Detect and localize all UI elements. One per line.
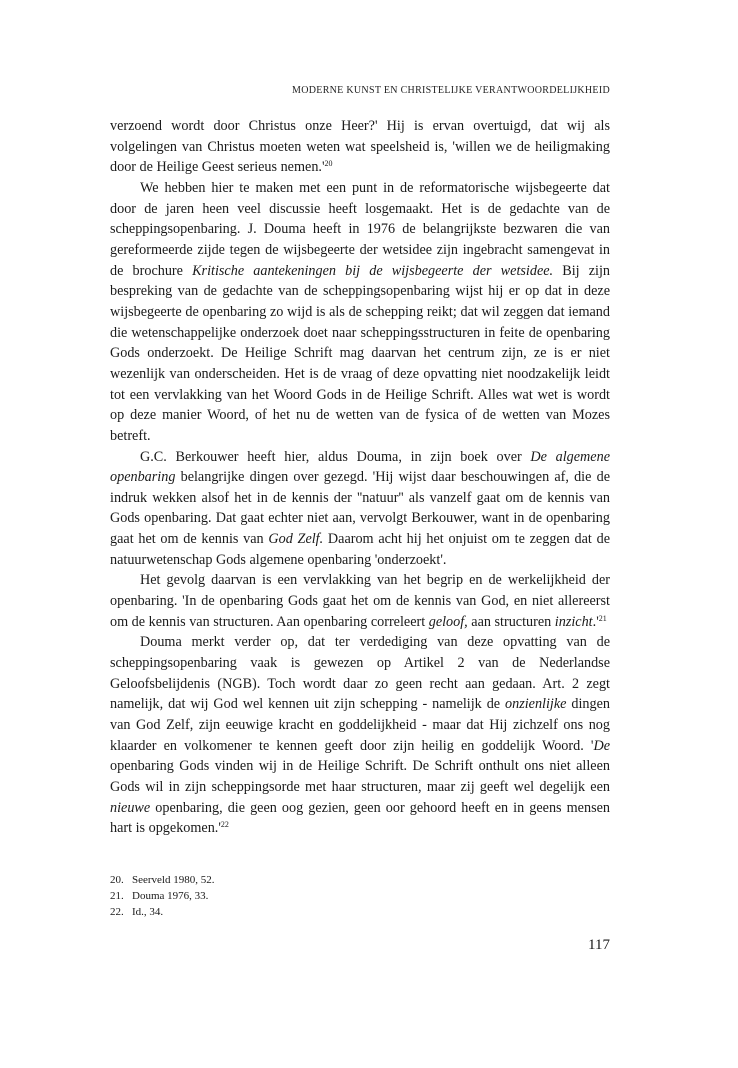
page-number: 117 bbox=[588, 937, 610, 953]
text-run: openbaring, die geen oog gezien, geen oor gehoord heeft en in geens mensen hart is opgekomen.' bbox=[110, 799, 610, 837]
text-run: openbaring Gods vinden wij in de Heilige Schrift. De Schrift onthult ons niet alleen Gods wil in zijn scheppingsorde met haar structuren, maar zij geeft wel degelijk een bbox=[110, 758, 610, 795]
paragraph bbox=[110, 570, 610, 632]
text-run: Douma merkt verder op, dat ter verdediging van deze opvatting van de scheppingsopenbaring vaak is gewezen op Artikel 2 van de Nederlandse Geloofsbelijdenis (NGB). Toch wordt daar zo geen recht aan gedaan. Art. 2 zegt namelijk, dat wij God wel kennen uit zijn schepping - namelijk de bbox=[110, 634, 610, 713]
paragraph bbox=[110, 447, 610, 571]
italic-text: God Zelf. bbox=[268, 531, 324, 548]
text-run: We hebben hier te maken met een punt in de reformatorische wijsbegeerte dat door de jaren heen veel discussie heeft losgemaakt. Het is de gedachte van de scheppingsopenbaring. J. Douma heeft in 1976 de belangrijkste bezwaren die van gereformeerde zijde tegen de wijsbegeerte der wetsidee zijn ingebracht samengevat in de brochure bbox=[110, 179, 610, 279]
footnote-text: Seerveld 1980, 52. bbox=[132, 874, 215, 886]
footnote bbox=[110, 904, 410, 920]
text-run: aan structuren bbox=[467, 613, 555, 630]
footnote-number: 22. bbox=[110, 906, 124, 919]
body-text bbox=[110, 116, 610, 839]
text-run: belangrijke dingen over gezegd. 'Hij wijst daar beschouwingen af, die de indruk wekken alsof het in de kennis der ''natuur'' als vanzelf gaat om de kennis van Gods openbaring. Dat gaat echter niet aan, vervolgt Berkouwer, want in de openbaring gaat het om de kennis van bbox=[110, 469, 610, 548]
footnote-number: 20. bbox=[110, 874, 124, 886]
italic-text: inzicht bbox=[554, 613, 593, 630]
italic-text: De algemene openbaring bbox=[110, 448, 610, 486]
paragraph bbox=[110, 116, 610, 178]
footnote-text: Id., 34. bbox=[132, 906, 164, 919]
footnote-ref: 22 bbox=[220, 820, 229, 830]
italic-text: De bbox=[593, 737, 610, 754]
text-run: dingen van God Zelf, zijn eeuwige kracht en goddelijkheid - maar dat Hij zichzelf ons nog klaarder en volkomener te kennen geeft door zijn heilig en goddelijk Woord. ' bbox=[110, 696, 610, 754]
italic-text: Kritische aantekeningen bij de wijsbegeerte der wetsidee. bbox=[192, 262, 554, 279]
footnote bbox=[110, 872, 410, 888]
italic-text: onzienlijke bbox=[505, 696, 567, 713]
text-run: Daarom acht hij het onjuist om te zeggen dat de natuurwetenschap Gods algemene openbaring 'onderzoekt'. bbox=[110, 531, 610, 568]
text-run: Het gevolg daarvan is een vervlakking van het begrip en de werkelijkheid der openbaring. 'In de openbaring Gods gaat het om de kennis van God, en niet allereerst om de kennis van structuren. Aan openbaring correleert bbox=[110, 572, 610, 630]
italic-text: geloof, bbox=[428, 613, 468, 630]
text-run: Bij zijn bespreking van de gedachte van de scheppingsopenbaring wijst hij er op dat in deze wijsbegeerte de openbaring zo wijd is als de schepping reikt; dat wil zeggen dat iemand die wetenschappelijke onderzoek doet naar scheppingsstructuren in feite de openbaring Gods onderzoekt. De Heilige Schrift mag daarvan het centrum zijn, ze is er niet wezenlijk van onderscheiden. Het is de vraag of deze opvatting niet noodzakelijk leidt tot een vervlakking van het Woord Gods in de Heilige Schrift. Alles wat wet is wordt op deze manier Woord, of het nu de wetten van de fysica of de wetten van Mozes betreft. bbox=[110, 262, 610, 444]
italic-text: nieuwe bbox=[110, 799, 151, 816]
paragraph bbox=[110, 632, 610, 839]
footnote bbox=[110, 888, 410, 904]
running-head: MODERNE KUNST EN CHRISTELIJKE VERANTWOORDELIJKHEID bbox=[292, 85, 610, 96]
footnote-ref: 21 bbox=[598, 613, 607, 623]
footnote-ref: 20 bbox=[324, 159, 333, 169]
paragraph bbox=[110, 178, 610, 447]
footnotes bbox=[110, 872, 410, 921]
footnote-number: 21. bbox=[110, 890, 124, 903]
text-run: .' bbox=[592, 613, 599, 630]
text-run: verzoend wordt door Christus onze Heer?' Hij is ervan overtuigd, dat wij als volgelingen van Christus moeten weten wat speelsheid is, 'willen we de heiligmaking door de Heilige Geest serieus nemen.' bbox=[110, 118, 610, 176]
footnote-text: Douma 1976, 33. bbox=[132, 890, 209, 903]
text-run: G.C. Berkouwer heeft hier, aldus Douma, in zijn boek over bbox=[140, 448, 531, 465]
